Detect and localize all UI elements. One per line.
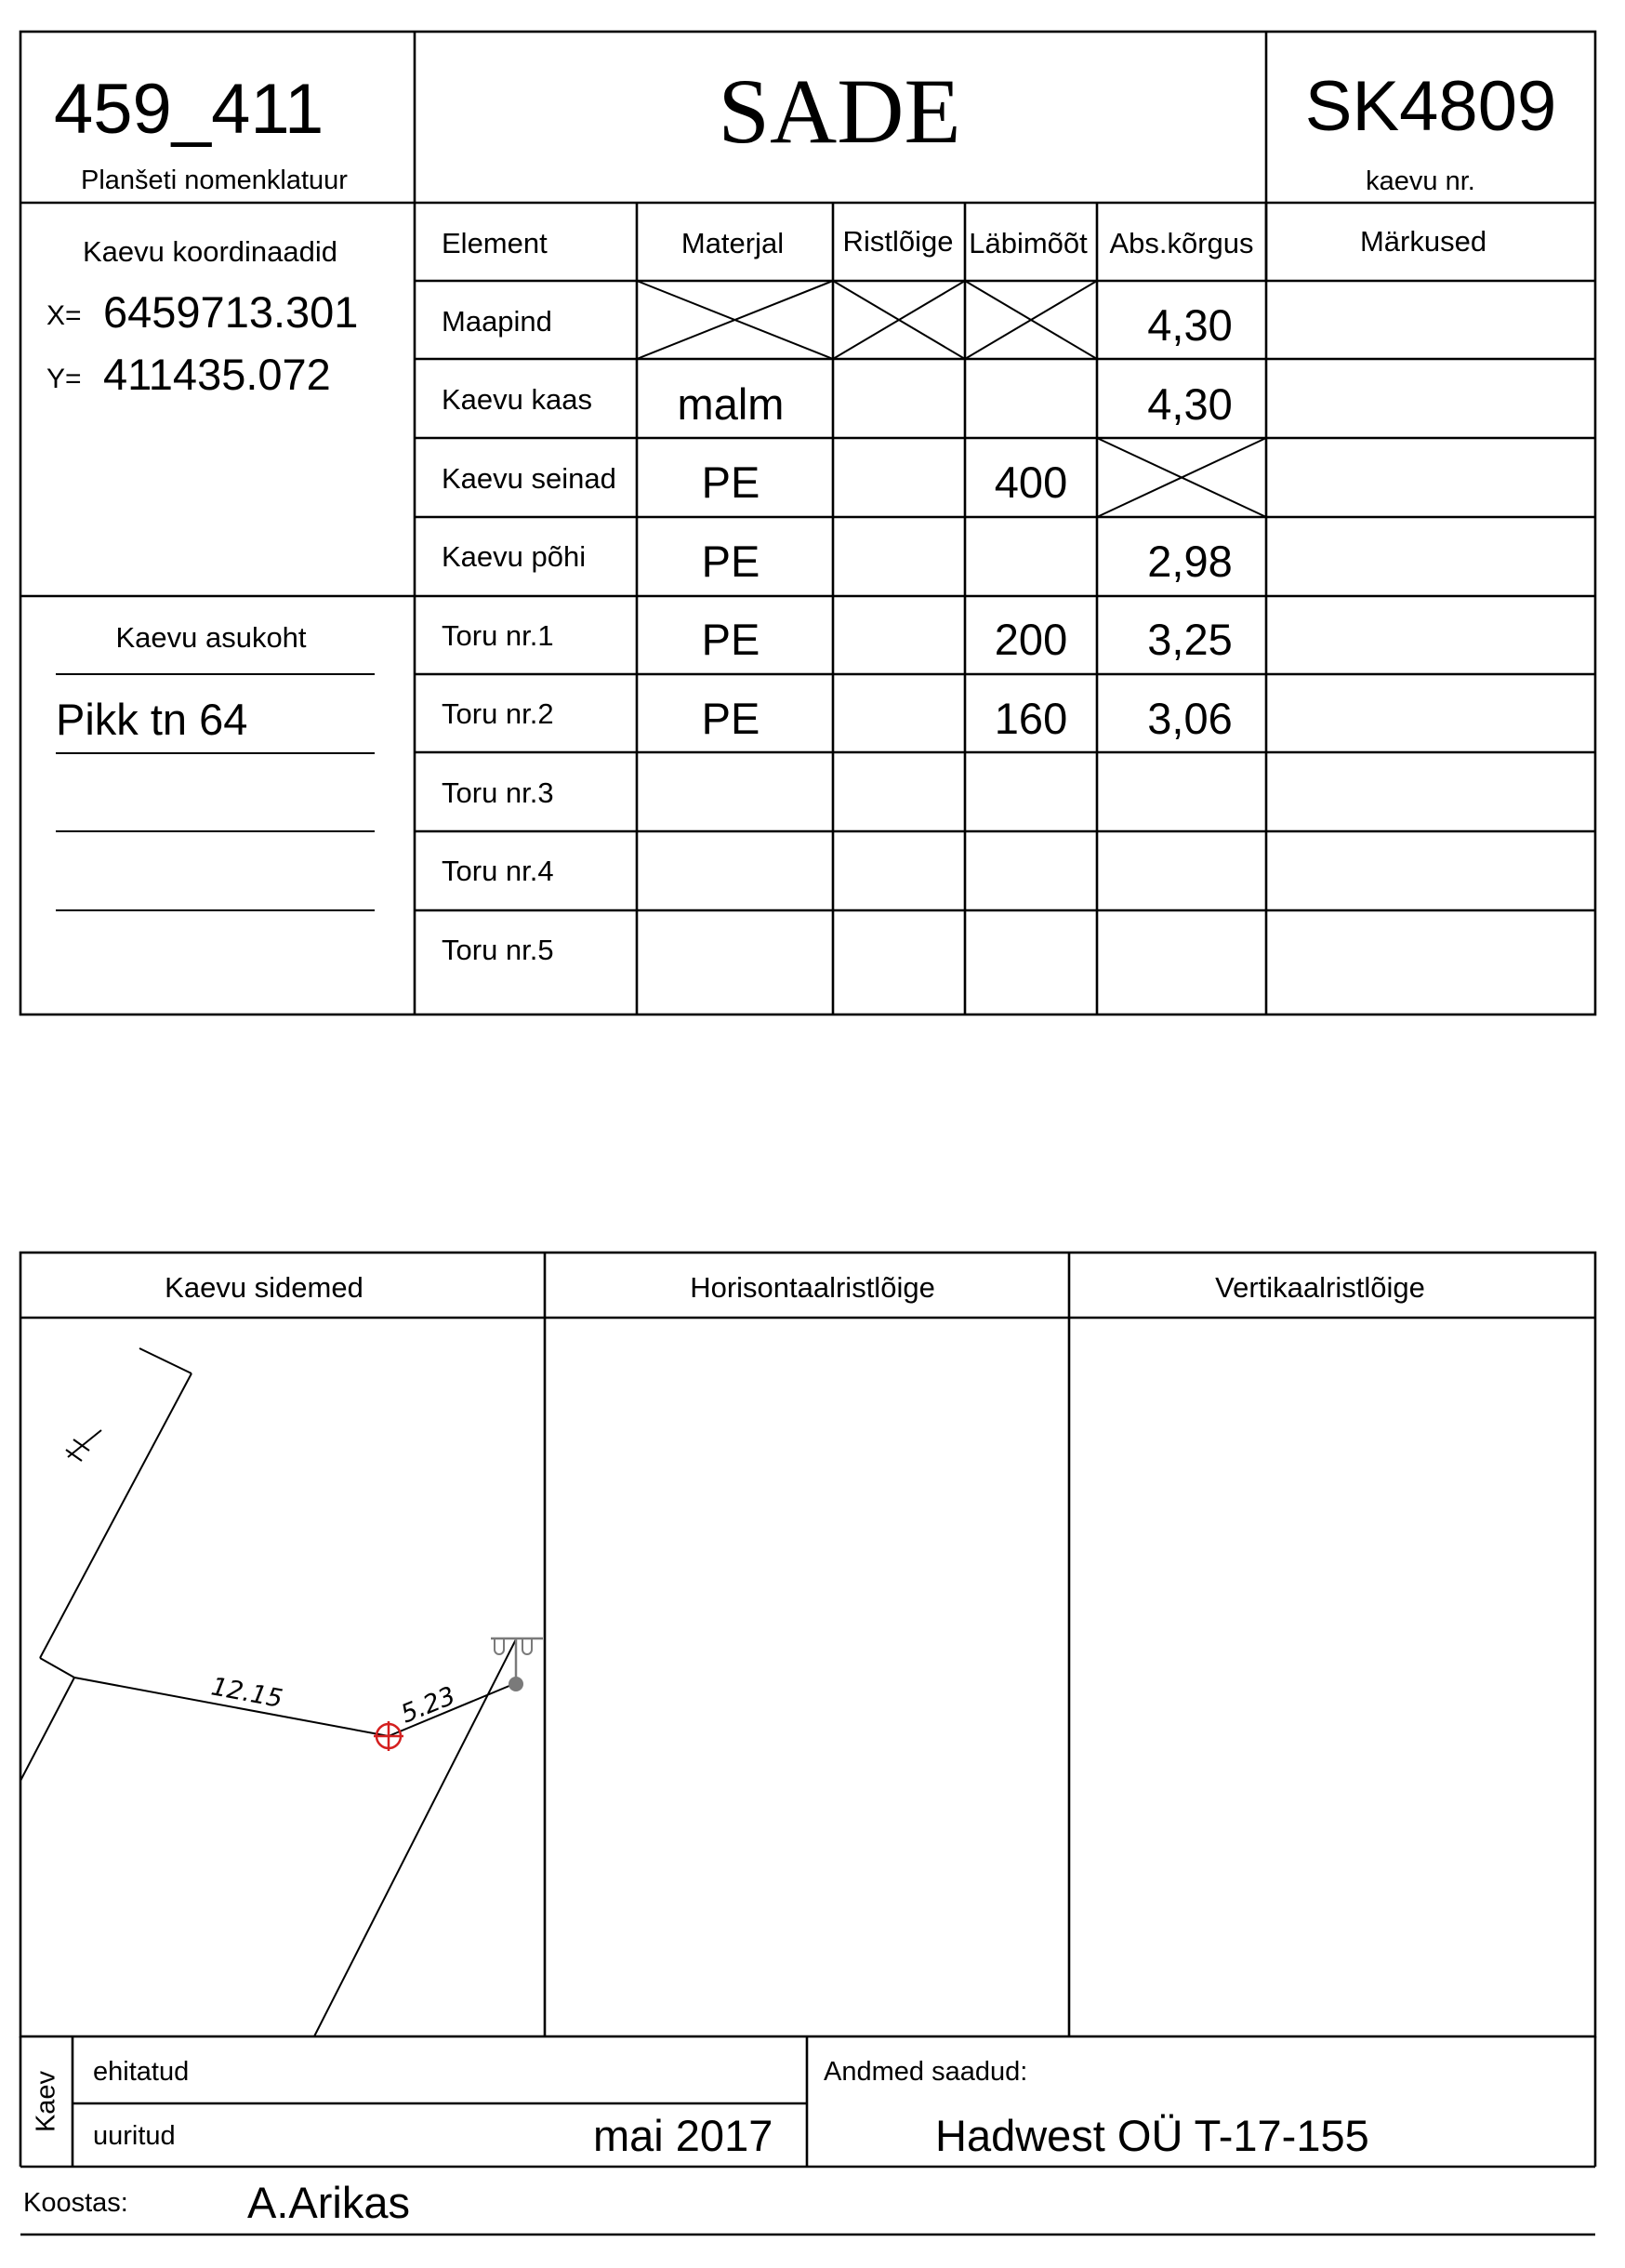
table-cell-diameter: 400 [994,458,1068,507]
footer-author-label: Koostas: [23,2188,128,2218]
plansheet-number: 459_411 [54,70,324,149]
coordinate-x-label: X= [46,300,82,331]
site-sketch [20,1348,543,2036]
footer-author-name: A.Arikas [247,2178,410,2227]
table-header-notes: Märkused [1359,225,1487,258]
panel-title-horizontal: Horisontaalristlõige [690,1271,935,1304]
table-cell-diameter: 160 [994,694,1068,743]
well-number: SK4809 [1304,67,1557,146]
panel-title-connections: Kaevu sidemed [165,1271,363,1304]
coordinate-x-value: 6459713.301 [103,287,359,337]
coordinate-y-label: Y= [46,364,82,394]
cross-seinad-elevation [1097,438,1266,517]
table-header-diameter: Läbimõõt [969,227,1088,259]
table-row-element: Toru nr.2 [442,697,554,730]
footer-data-source-label: Andmed saadud: [824,2057,1028,2087]
cross-maapind-material [637,281,833,359]
table-row-element: Toru nr.4 [442,855,554,887]
building-outline [20,1348,192,1781]
panel-title-vertical: Vertikaalristlõige [1215,1271,1425,1304]
lower-panels-frame [20,1253,1595,2036]
table-cell-elevation: 3,06 [1147,694,1233,743]
footer-surveyed-label: uuritud [93,2121,176,2151]
table-cell-material: PE [701,615,760,664]
table-cell-material: PE [701,458,760,507]
table-header-cross-section: Ristlõige [842,225,954,258]
table-header-elevation: Abs.kõrgus [1109,227,1254,259]
table-row-element: Maapind [442,305,552,338]
location-title: Kaevu asukoht [115,621,307,654]
table-row-element: Toru nr.3 [442,776,554,809]
footer-built-label: ehitatud [93,2057,190,2087]
cross-maapind-section [833,281,965,359]
building-h-letter [66,1430,101,1461]
distance-label-2: 5.23 [397,1681,460,1730]
coordinate-y-value: 411435.072 [103,350,331,399]
table-header-element: Element [442,227,548,259]
table-cell-elevation: 4,30 [1147,379,1233,429]
table-cell-elevation: 4,30 [1147,300,1233,350]
table-row-element: Kaevu põhi [442,540,587,573]
table-cell-elevation: 3,25 [1147,615,1233,664]
footer-data-source-value: Hadwest OÜ T-17-155 [935,2111,1369,2160]
table-cell-material: PE [701,537,760,586]
network-type-title: SADE [718,60,961,163]
well-marker-icon [374,1721,403,1751]
cross-maapind-diameter [965,281,1097,359]
footer-side-label: Kaev [31,2070,61,2133]
table-cell-material: malm [677,379,785,429]
well-number-caption: kaevu nr. [1366,166,1475,196]
reference-lamp-icon [491,1638,543,1691]
table-cell-elevation: 2,98 [1147,537,1233,586]
table-header-material: Materjal [680,227,785,259]
distance-label-1: 12.15 [208,1672,285,1714]
location-address: Pikk tn 64 [56,695,248,744]
table-row-element: Toru nr.5 [442,934,554,966]
table-cell-diameter: 200 [994,615,1068,664]
coordinates-title: Kaevu koordinaadid [82,235,338,268]
table-row-element: Kaevu kaas [442,383,592,416]
table-row-element: Kaevu seinad [442,462,616,495]
plansheet-caption: Planšeti nomenklatuur [81,166,348,195]
footer-surveyed-date: mai 2017 [593,2111,773,2160]
table-cell-material: PE [701,694,760,743]
table-row-element: Toru nr.1 [442,619,554,652]
